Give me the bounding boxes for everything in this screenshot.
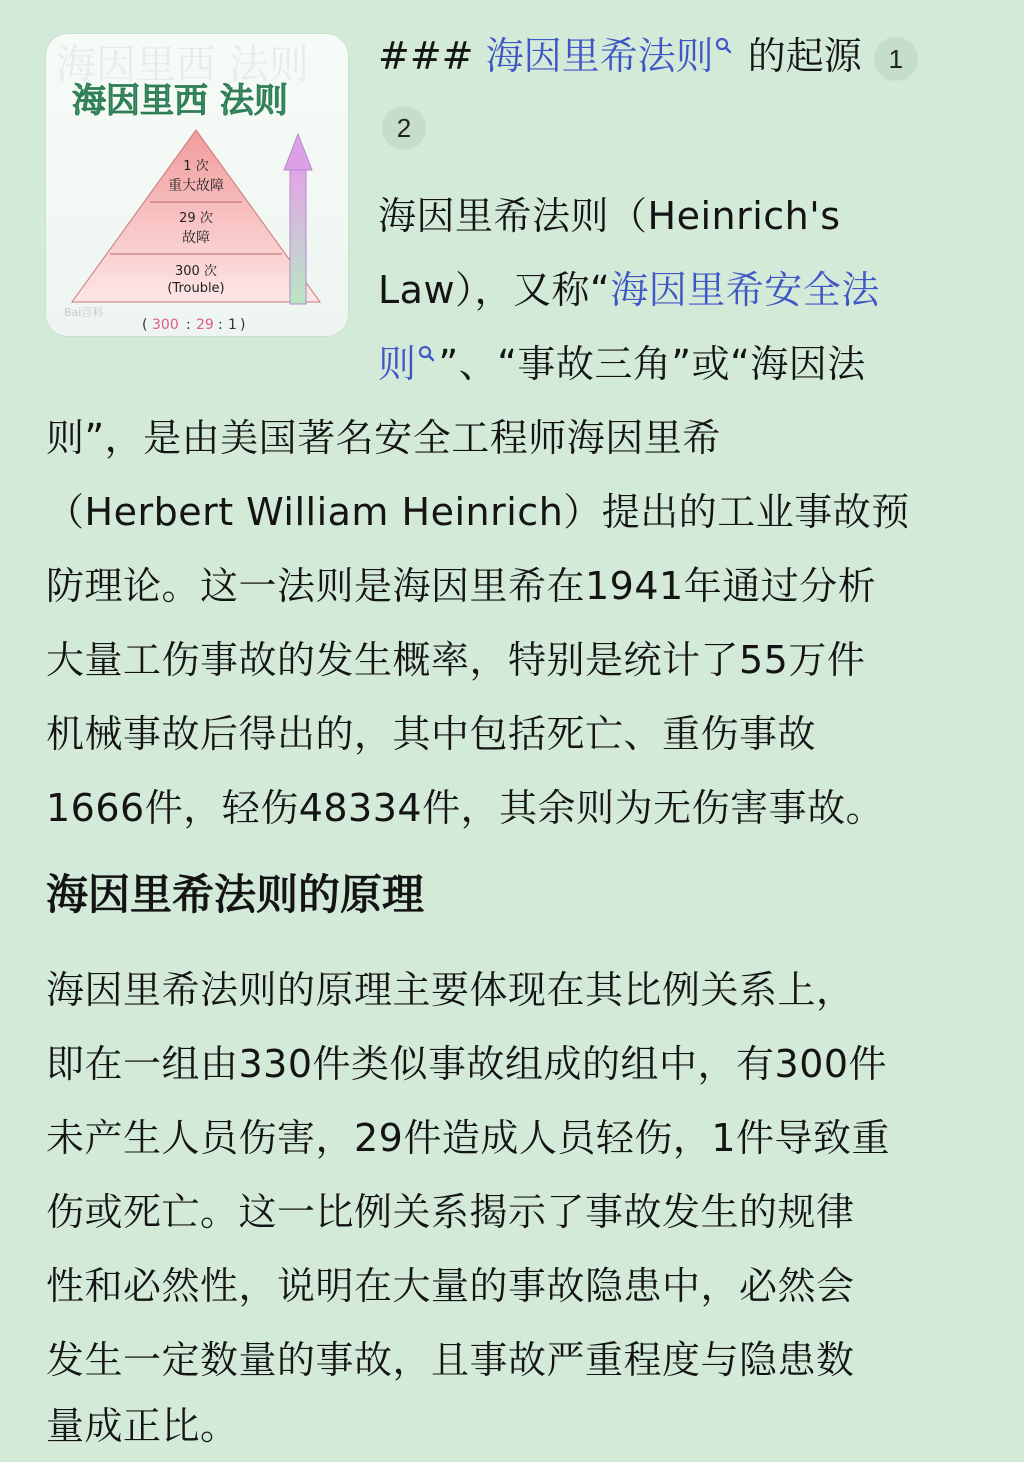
- reference-badge-row: [382, 106, 426, 150]
- paragraph-1-line-5: （Herbert William Heinrich）提出的工业事故预: [46, 490, 910, 534]
- paragraph-2-line-3: 未产生人员伤害，29件造成人员轻伤，1件导致重: [46, 1116, 891, 1160]
- heinrich-pyramid-image[interactable]: [46, 34, 348, 336]
- paragraph-2-line-4: 伤或死亡。这一比例关系揭示了事故发生的规律: [46, 1190, 855, 1234]
- paragraph-2-line-6: 发生一定数量的事故，且事故严重程度与隐患数: [46, 1338, 855, 1382]
- source-watermark: Bai百科: [64, 306, 104, 319]
- paragraph-1-line-9: 1666件，轻伤48334件，其余则为无伤害事故。: [46, 786, 885, 830]
- ratio-value-300: 300: [152, 317, 179, 333]
- image-title: 海因里西 法则: [72, 81, 288, 121]
- paragraph-2-line-5: 性和必然性，说明在大量的事故隐患中，必然会: [46, 1264, 855, 1308]
- tier-1-count: 1 次: [183, 159, 209, 174]
- ratio-sep-2: :: [218, 317, 223, 333]
- reference-badge-2[interactable]: 2: [382, 106, 426, 150]
- ratio-close: ): [240, 317, 246, 333]
- tier-2-label: 故障: [182, 230, 210, 246]
- tier-2-count: 29 次: [179, 211, 213, 226]
- paragraph-1-line-3-text: ”、“事故三角”或“海因法: [438, 342, 866, 386]
- paragraph-1-line-7: 大量工伤事故的发生概率，特别是统计了55万件: [46, 638, 866, 682]
- paragraph-1-line-4: 则”，是由美国著名安全工程师海因里希: [46, 416, 721, 460]
- tier-3-count: 300 次: [175, 264, 217, 279]
- paragraph-1-line-3: [378, 338, 866, 390]
- reference-badge-1[interactable]: 1: [874, 37, 918, 81]
- heinrich-law-link[interactable]: 海因里希法则: [485, 34, 714, 78]
- markdown-hash: ###: [378, 34, 474, 78]
- paragraph-1-line-6: 防理论。这一法则是海因里希在1941年通过分析: [46, 564, 877, 608]
- ratio-value-1: 1: [228, 317, 237, 333]
- paragraph-1-line-1: 海因里希法则（Heinrich's: [378, 194, 841, 238]
- paragraph-2-line-2: 即在一组由330件类似事故组成的组中，有300件: [46, 1042, 888, 1086]
- heading-suffix: 的起源: [747, 34, 862, 78]
- safety-law-link-part-2[interactable]: 则: [378, 342, 417, 386]
- search-icon[interactable]: [417, 344, 435, 368]
- paragraph-1-line-8: 机械事故后得出的，其中包括死亡、重伤事故: [46, 712, 817, 756]
- paragraph-2-line-1: 海因里希法则的原理主要体现在其比例关系上，: [46, 968, 855, 1012]
- watermark-text: 海因里西 法则: [56, 42, 309, 88]
- paragraph-2-line-7: 量成正比。: [46, 1404, 239, 1448]
- ratio-sep-1: :: [186, 317, 191, 333]
- tier-3-label: (Trouble): [167, 281, 225, 296]
- safety-law-link-part-1[interactable]: 海因里希安全法: [610, 268, 880, 312]
- ratio-value-29: 29: [196, 317, 214, 333]
- paragraph-1-line-2-text: Law），又称“: [378, 268, 611, 312]
- ratio-open: (: [142, 317, 148, 333]
- pyramid-illustration: [46, 34, 348, 336]
- search-icon[interactable]: [714, 36, 732, 60]
- paragraph-1-line-2: [378, 264, 880, 316]
- origin-heading: [378, 30, 978, 82]
- section-title: 海因里希法则的原理: [46, 870, 425, 919]
- tier-1-label: 重大故障: [168, 178, 224, 194]
